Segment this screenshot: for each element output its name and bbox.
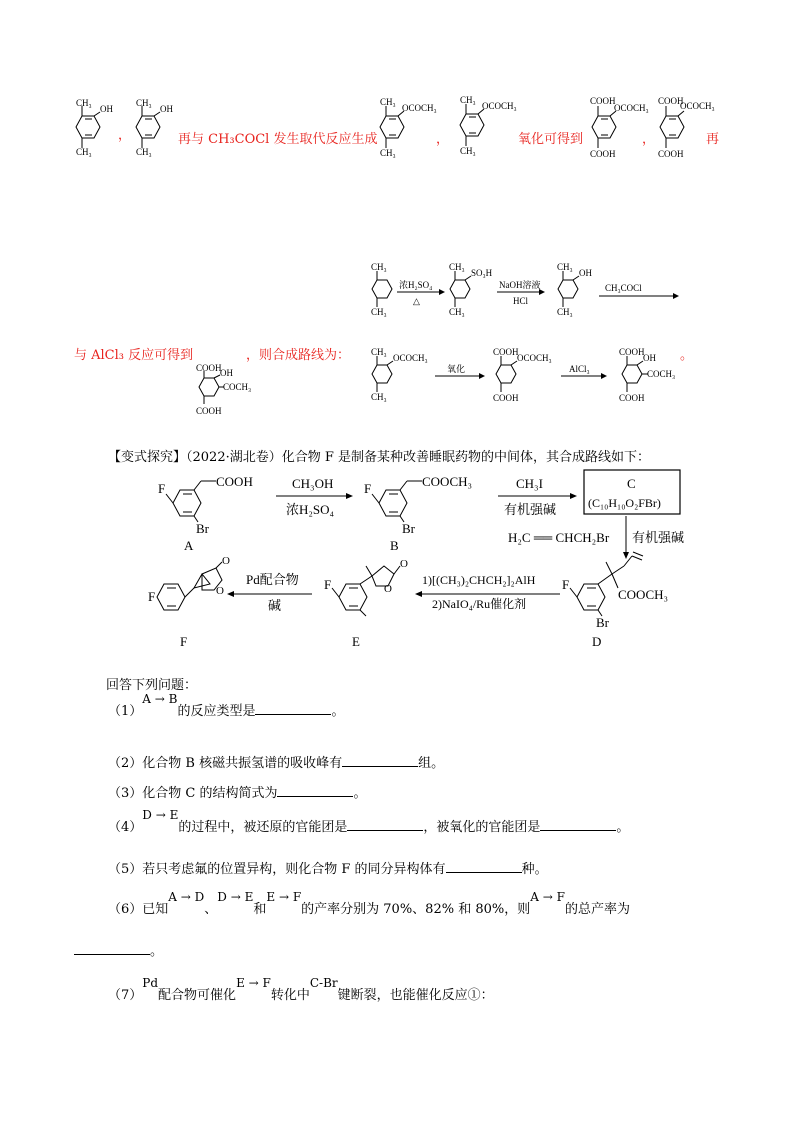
label-f: F — [180, 634, 188, 649]
q6-number: （6）已知 — [108, 902, 169, 917]
cooh-label: COOH — [493, 393, 519, 403]
question-6 — [108, 890, 630, 917]
reagent-naio4: 2)NaIO₄/Ru催化剂 — [432, 597, 527, 611]
q4-end: 。 — [616, 820, 630, 835]
svg-text:OCOCH₃: OCOCH₃ — [482, 101, 517, 111]
svg-text:CH₃: CH₃ — [380, 148, 396, 158]
q4-arrow: D → E — [142, 808, 179, 822]
label-e: E — [352, 634, 360, 649]
comma: ， — [118, 128, 132, 143]
line2-text-alcl3: 与 AlCl₃ 反应可得到 — [74, 348, 194, 363]
q7-pd: Pd — [142, 976, 159, 990]
q7-text1: 配合物可催化 — [158, 988, 237, 1003]
f-atom: F — [364, 481, 372, 496]
svg-text:COOH: COOH — [658, 96, 684, 106]
svg-text:CH₃: CH₃ — [380, 97, 396, 107]
line1-text-then: 再 — [706, 132, 720, 147]
cooh-label: COOH — [196, 406, 222, 416]
section-title: 【变式探究】（2022·湖北卷）化合物 F 是制备某种改善睡眠药物的中间体，其合成路线如下： — [108, 450, 651, 465]
q4-text: 的过程中，被还原的官能团是 — [178, 820, 348, 835]
q6-and: 和 — [253, 902, 267, 917]
question-2 — [108, 752, 444, 771]
ch3-label: CH₃ — [449, 307, 465, 317]
q6-arrow-af: A → F — [530, 890, 565, 904]
coch3-label: COCH₃ — [647, 369, 676, 379]
ch3-label: CH₃ — [557, 262, 573, 272]
o-atom: O — [384, 583, 392, 595]
group-cooh: COOH — [216, 474, 253, 489]
q3-answer-blank[interactable] — [277, 784, 353, 797]
line1-text-substitution: 再与 CH₃COCl 发生取代反应生成 — [178, 132, 378, 147]
q7-number: （7） — [108, 988, 143, 1003]
structure-ester-2 — [448, 92, 518, 158]
svg-text:COOH: COOH — [590, 149, 616, 159]
svg-text:COOH: COOH — [590, 96, 616, 106]
cooh-label: COOH — [493, 347, 519, 357]
o-atom: O — [400, 558, 408, 570]
svg-text:OH: OH — [100, 104, 113, 114]
q7-arrow: E → F — [236, 976, 271, 990]
c-formula: (C₁₀H₁₀O₂FBr) — [588, 496, 661, 510]
q3-text: （3）化合物 C 的结构简式为 — [108, 786, 278, 801]
cooh-label: COOH — [196, 363, 222, 373]
svg-text:CH₃: CH₃ — [460, 146, 476, 156]
label-c: C — [627, 476, 636, 491]
ch3-label: CH₃ — [371, 347, 387, 357]
br-atom: Br — [196, 521, 209, 536]
cooh-label: COOH — [619, 393, 645, 403]
label-d: D — [592, 634, 602, 649]
reagent-ch3i: CH₃I — [516, 476, 543, 491]
line2-end: 。 — [680, 348, 694, 363]
ch3-label: CH₃ — [371, 307, 387, 317]
f-atom: F — [148, 589, 156, 604]
reagent-ch3oh: CH₃OH — [292, 476, 334, 491]
f-atom: F — [158, 481, 166, 496]
oh-label: OH — [579, 268, 592, 278]
reagent-naoh: NaOH溶液 — [499, 280, 541, 290]
q6-end: 。 — [150, 944, 164, 959]
question-1 — [108, 692, 345, 719]
line2-text-route: ，则合成路线为： — [246, 348, 351, 363]
q1-arrow: A → B — [142, 692, 178, 706]
comma: ， — [436, 132, 450, 147]
q6-separator: 、 — [204, 902, 218, 917]
reagent-base-3: 碱 — [268, 598, 282, 613]
oh-label: OH — [643, 353, 656, 363]
q1-text: 的反应类型是 — [177, 704, 256, 719]
question-7 — [108, 976, 494, 1003]
structure-3-4-dimethylphenol — [128, 98, 173, 157]
synthesis-scheme — [150, 466, 710, 656]
reagent-ch3cocl: CH₃COCl — [605, 283, 642, 293]
ococh3-label: OCOCH₃ — [393, 353, 428, 363]
svg-text:CH₃: CH₃ — [76, 98, 92, 108]
ch3-label: CH₃ — [449, 262, 465, 272]
reagent-hcl: HCl — [513, 296, 529, 306]
structure-ester-1 — [372, 96, 437, 158]
br-atom: Br — [402, 521, 415, 536]
q6-text: 的产率分别为 70%、82% 和 80%，则 — [301, 902, 531, 917]
coch3-label: COCH₃ — [223, 382, 252, 392]
reagent-h2so4: 浓H₂SO₄ — [399, 280, 433, 290]
f-atom: F — [562, 577, 570, 592]
q2-end: 组。 — [418, 756, 445, 771]
question-4 — [108, 808, 630, 835]
questions-intro: 回答下列问题： — [106, 678, 198, 693]
reagent-heat: △ — [413, 296, 420, 306]
o-atom: O — [222, 555, 230, 567]
q7-bond: C-Br — [309, 976, 338, 990]
question-5 — [108, 858, 548, 877]
route-scheme — [355, 258, 685, 418]
svg-text:CH₃: CH₃ — [136, 98, 152, 108]
q6-arrow-de: D → E — [217, 890, 254, 904]
q1-end: 。 — [331, 704, 345, 719]
q2-text: （2）化合物 B 核磁共振氢谱的吸收峰有 — [108, 756, 343, 771]
svg-text:OCOCH₃: OCOCH₃ — [614, 103, 649, 113]
q7-text3: 键断裂，也能催化反应①： — [337, 988, 494, 1003]
label-a: A — [184, 538, 194, 553]
comma: ， — [642, 132, 656, 147]
q3-end: 。 — [353, 786, 367, 801]
svg-text:COOH: COOH — [658, 149, 684, 159]
svg-text:OCOCH₃: OCOCH₃ — [402, 103, 437, 113]
reagent-pd: Pd配合物 — [246, 572, 299, 587]
so3h-label: SO₃H — [471, 268, 493, 278]
q4-number: （4） — [108, 820, 143, 835]
q4-mid: ，被氧化的官能团是 — [423, 820, 541, 835]
structure-product-acid — [186, 364, 252, 420]
svg-text:CH₃: CH₃ — [460, 95, 476, 105]
oh-label: OH — [220, 368, 233, 378]
q5-text: （5）若只考虑氟的位置异构，则化合物 F 的同分异构体有 — [108, 862, 446, 877]
ococh3-label: OCOCH₃ — [517, 353, 552, 363]
question-3 — [108, 782, 367, 801]
q1-answer-blank[interactable] — [255, 702, 331, 715]
svg-text:CH₃: CH₃ — [76, 147, 92, 157]
ch3-label: CH₃ — [371, 392, 387, 402]
label-b: B — [390, 538, 399, 553]
reagent-dibah: 1)[(CH₃)₂CHCH₂]₂AlH — [422, 573, 536, 587]
svg-text:CH₃: CH₃ — [136, 147, 152, 157]
q6-arrow-ad: A → D — [168, 890, 205, 904]
br-atom: Br — [596, 615, 609, 630]
reagent-oxidation: 氧化 — [447, 364, 466, 374]
structure-2-4-dimethylphenol — [68, 98, 113, 157]
ch3-label: CH₃ — [557, 307, 573, 317]
reagent-allyl-bromide: H₂C ══ CHCH₂Br — [508, 530, 610, 545]
q6-arrow-ef: E → F — [266, 890, 302, 904]
svg-text:OH: OH — [160, 104, 173, 114]
reagent-h2so4: 浓H₂SO₄ — [286, 502, 335, 517]
question-6-cont — [74, 940, 163, 959]
cooh-label: COOH — [619, 347, 645, 357]
reagent-alcl3: AlCl₃ — [569, 364, 590, 374]
q2-answer-blank[interactable] — [342, 754, 418, 767]
o-atom: O — [216, 585, 224, 597]
reagent-base-2: 有机强碱 — [632, 530, 685, 545]
group-cooch3: COOCH₃ — [422, 474, 473, 489]
q5-answer-blank[interactable] — [446, 860, 522, 873]
q6-answer-blank[interactable] — [74, 942, 150, 955]
q4-answer-blank-1[interactable] — [347, 818, 423, 831]
svg-text:OCOCH₃: OCOCH₃ — [680, 101, 715, 111]
line1-text-oxidation: 氧化可得到 — [518, 132, 584, 147]
q7-text2: 转化中 — [270, 988, 310, 1003]
structure-diacid-ester-1 — [580, 92, 650, 160]
q5-end: 种。 — [521, 862, 548, 877]
q1-number: （1） — [108, 704, 143, 719]
reagent-base: 有机强碱 — [504, 502, 557, 517]
q4-answer-blank-2[interactable] — [540, 818, 616, 831]
group-d-ester: COOCH₃ — [618, 587, 669, 602]
q6-text2: 的总产率为 — [564, 902, 630, 917]
structure-diacid-ester-2 — [652, 92, 715, 160]
f-atom: F — [324, 577, 332, 592]
ch3-label: CH₃ — [371, 262, 387, 272]
